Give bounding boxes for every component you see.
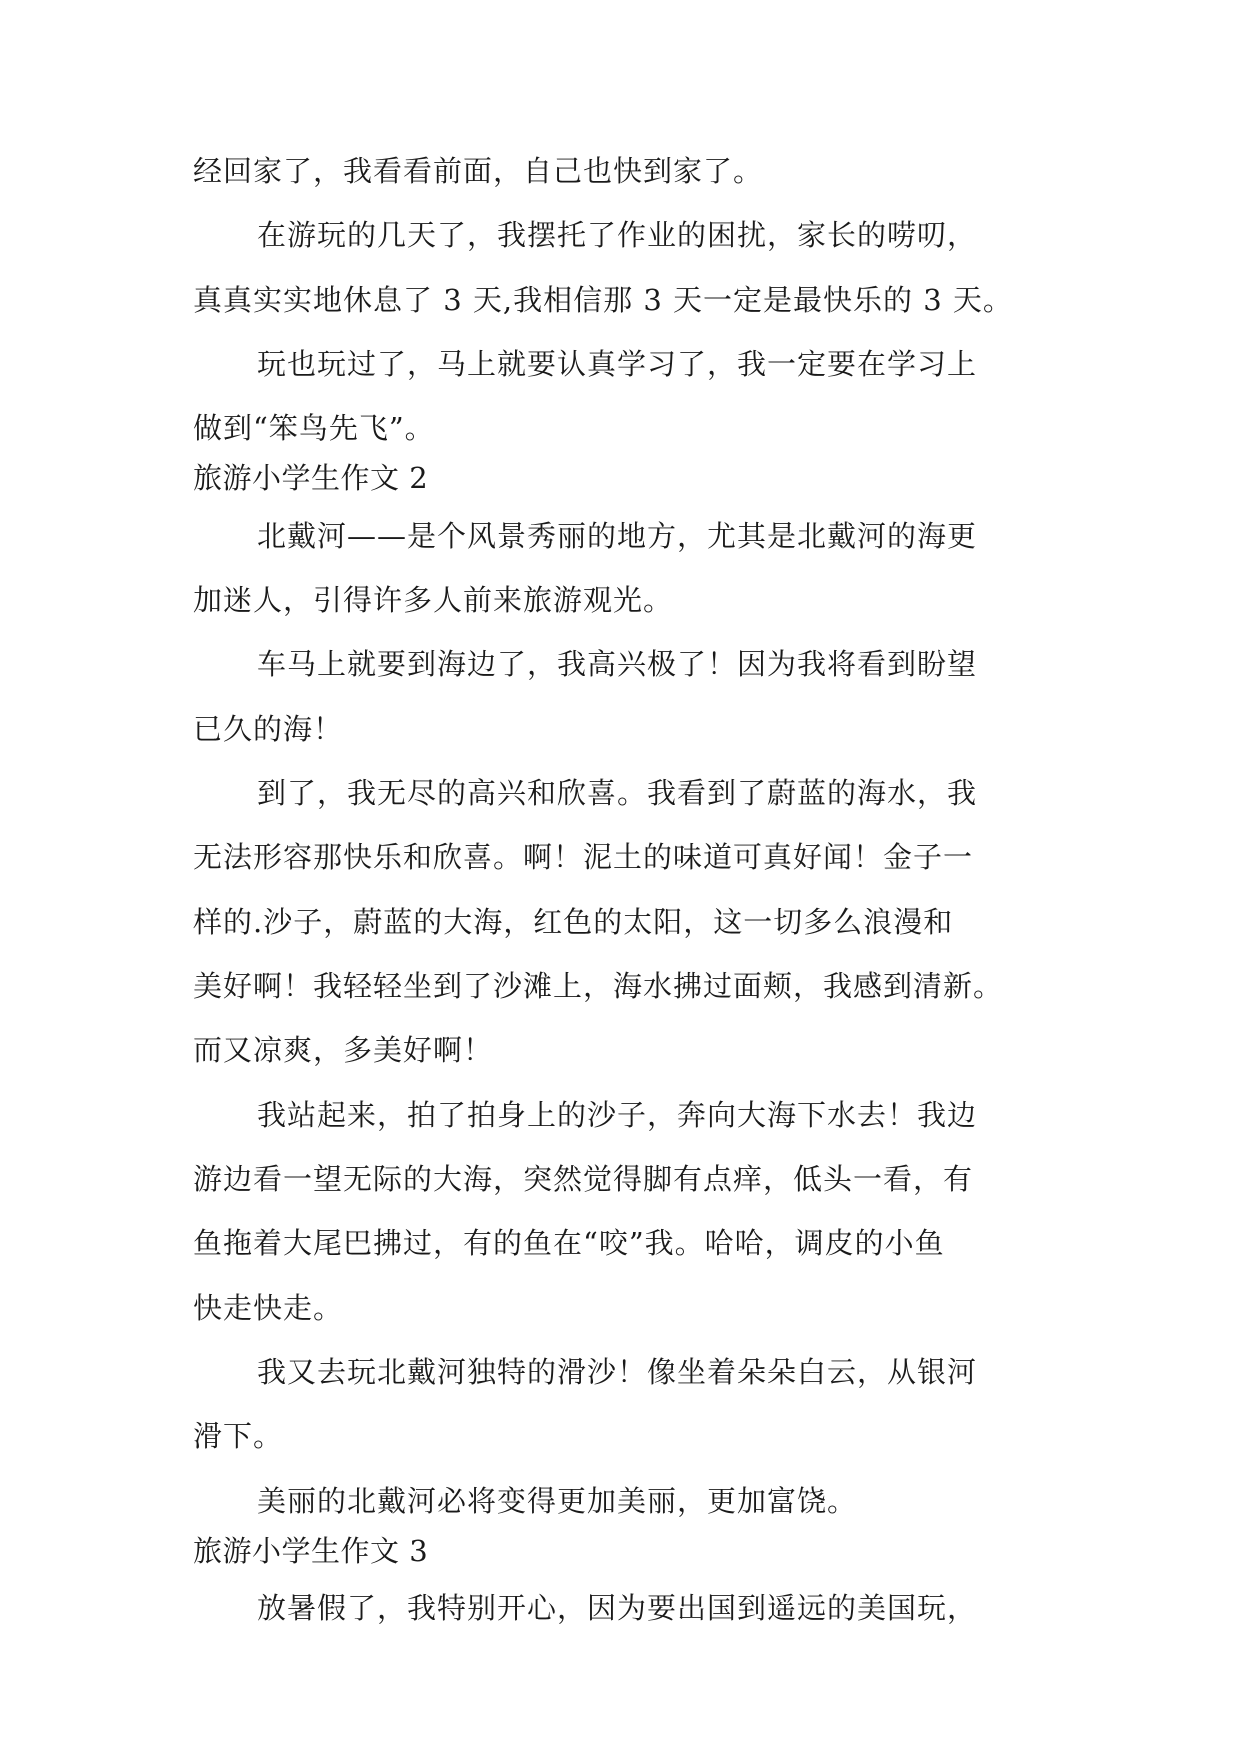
paragraph-line: 快走快走。 [193, 1291, 344, 1325]
paragraph-line: 样的.沙子，蔚蓝的大海，红色的太阳，这一切多么浪漫和 [193, 905, 954, 939]
paragraph-line: 做到“笨鸟先飞”。 [193, 411, 435, 445]
paragraph-line: 我又去玩北戴河独特的滑沙！像坐着朵朵白云，从银河 [257, 1355, 978, 1389]
paragraph-line: 真真实实地休息了 3 天,我相信那 3 天一定是最快乐的 3 天。 [193, 283, 1013, 317]
essay-2-title: 旅游小学生作文 2 [193, 461, 429, 495]
paragraph-line: 我站起来，拍了拍身上的沙子，奔向大海下水去！我边 [257, 1098, 978, 1132]
paragraph-line: 游边看一望无际的大海，突然觉得脚有点痒，低头一看，有 [193, 1162, 974, 1196]
paragraph-line: 美好啊！我轻轻坐到了沙滩上，海水拂过面颊，我感到清新。 [193, 969, 1004, 1003]
paragraph-line: 而又凉爽，多美好啊！ [193, 1033, 494, 1067]
paragraph-line: 滑下。 [193, 1419, 284, 1453]
paragraph-line: 玩也玩过了，马上就要认真学习了，我一定要在学习上 [257, 347, 978, 381]
paragraph-line: 已久的海！ [193, 712, 344, 746]
paragraph-line: 车马上就要到海边了，我高兴极了！因为我将看到盼望 [257, 647, 978, 681]
paragraph-line: 美丽的北戴河必将变得更加美丽，更加富饶。 [257, 1484, 858, 1518]
paragraph-line: 到了，我无尽的高兴和欣喜。我看到了蔚蓝的海水，我 [257, 776, 978, 810]
paragraph-line: 经回家了，我看看前面，自己也快到家了。 [193, 154, 764, 188]
paragraph-line: 北戴河——是个风景秀丽的地方，尤其是北戴河的海更 [257, 519, 978, 553]
paragraph-line: 放暑假了，我特别开心，因为要出国到遥远的美国玩， [257, 1591, 978, 1625]
paragraph-line: 加迷人，引得许多人前来旅游观光。 [193, 583, 674, 617]
essay-3-title: 旅游小学生作文 3 [193, 1534, 429, 1568]
paragraph-line: 无法形容那快乐和欣喜。啊！泥土的味道可真好闻！金子一 [193, 840, 974, 874]
paragraph-line: 在游玩的几天了，我摆托了作业的困扰，家长的唠叨， [257, 218, 978, 252]
paragraph-line: 鱼拖着大尾巴拂过，有的鱼在“咬”我。哈哈，调皮的小鱼 [193, 1226, 945, 1260]
